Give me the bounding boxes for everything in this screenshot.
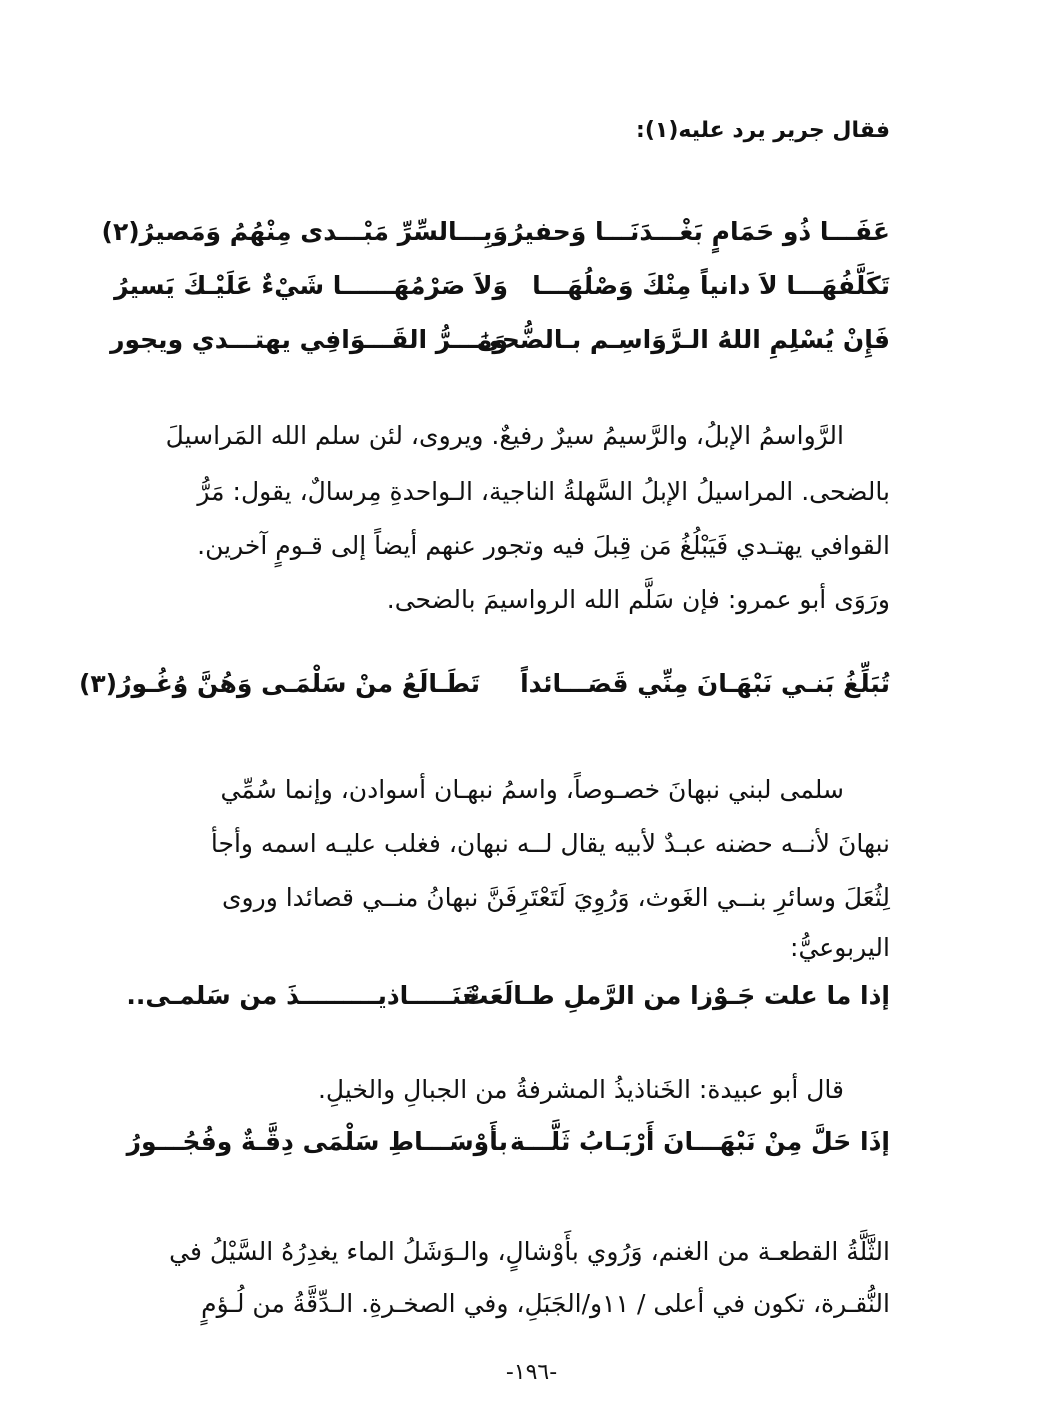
hemistich-first: تَكَلَّفُهَـــا لاَ دانياً مِنْكَ وَصْلُهَـــا <box>532 271 890 300</box>
page-number: -١٩٦- <box>505 1360 558 1385</box>
hemistich-second: وَمَـــرُّ القَـــوَافِي يهتـــدي ويجور <box>110 325 508 354</box>
hemistich-second: وَبِـــالسِّرِّ مَبْـــدى مِنْهُمُ وَمَصيرُ(٢) <box>101 217 508 246</box>
hemistich-first: إذا ما علت جَـوْزا من الرَّملِ طـالَعَتْ <box>463 981 890 1010</box>
para1-line-2: بالضحى. المراسيلُ الإبلُ السَّهلةُ الناجية، الـواحدةِ مِرسالٌ، يقول: مَرُّ <box>197 477 890 506</box>
para1-line-1: الرَّواسمُ الإبلُ، والرَّسيمُ سيرٌ رفيعٌ. ويروى، لئن سلم الله المَراسيلَ <box>165 421 844 450</box>
hemistich-second: تَطَـالَعُ منْ سَلْمَـى وَهُنَّ وُغُـورُ(٣) <box>78 669 480 698</box>
hemistich-second: خَنَـــــاذيـــــــــذَ من سَلمـى.. <box>126 981 480 1010</box>
intro-line: فقال جرير يرد عليه(١): <box>636 118 890 143</box>
poem2-verse-1 <box>78 666 890 702</box>
para2-line-1: سلمى لبني نبهانَ خصـوصاً، واسمُ نبهـان أسوادن، وإنما سُمِّي <box>220 775 844 804</box>
hemistich-first: إذَا حَلَّ مِنْ نَبْهَـــانَ أَرْبَـابُ ثَلَّـــة <box>509 1127 890 1156</box>
poem3-verse-1 <box>126 978 890 1014</box>
para2-line-4: اليربوعيُّ: <box>790 933 890 962</box>
poem1-verse-3 <box>110 322 890 358</box>
hemistich-first: عَفَـــا ذُو حَمَامٍ بَغْـــدَنَـــا وَحفيرُ <box>508 217 890 246</box>
para4-line-2: النُّقـرة، تكون في أعلى / ١١و/الجَبَلِ، وفي الصخـرةِ. الـدِّقَّةُ من لُـؤمٍ <box>201 1289 890 1318</box>
poem1-verse-1 <box>101 214 890 250</box>
hemistich-second: بأَوْسَـــاطِ سَلْمَى دِقَّـةٌ وفُجُـــورُ <box>126 1127 508 1156</box>
para1-line-4: ورَوَى أبو عمرو: فإن سَلَّم الله الرواسيمَ بالضحى. <box>386 585 890 614</box>
hemistich-first: فَإِنْ يُسْلِمِ اللهُ الـرَّوَاسِـم بـالضُّحىٰ <box>476 325 890 354</box>
hemistich-first: تُبَلِّغُ بَنـي نَبْهَـانَ مِنِّي قَصَـــائداً <box>520 669 890 698</box>
para1-line-3: القوافي يهتـدي فَيَبْلُغُ مَن قِبلَ فيه وتجور عنهم أيضاً إلى قـومٍ آخرين. <box>197 531 890 560</box>
hemistich-second: وَلاَ صَرْمُهَــــــا شَيْءٌ عَلَيْـكَ يَسيرُ <box>114 271 508 300</box>
para4-line-1: الثَّلَّةُ القطعـة من الغنم، وَرُوي بأَوْشالٍ، والـوَشَلُ الماء يغدِرُهُ السَّيْلُ في <box>169 1237 890 1266</box>
para3-line-1: قال أبو عبيدة: الخَناذيذُ المشرفةُ من الجبالِ والخيلِ. <box>317 1075 844 1104</box>
poem1-verse-2 <box>114 268 890 304</box>
para2-line-3: لِثُعَلَ وسائرِ بنــي الغَوث، وَرُوِيَ لَتَعْتَرِفَنَّ نبهانُ منــي قصائدا وروى <box>221 883 890 912</box>
poem4-verse-1 <box>126 1124 890 1160</box>
para2-line-2: نبهانَ لأنــه حضنه عبـدٌ لأبيه يقال لــه نبهان، فغلب عليـه اسمه وأجأ <box>210 829 890 858</box>
